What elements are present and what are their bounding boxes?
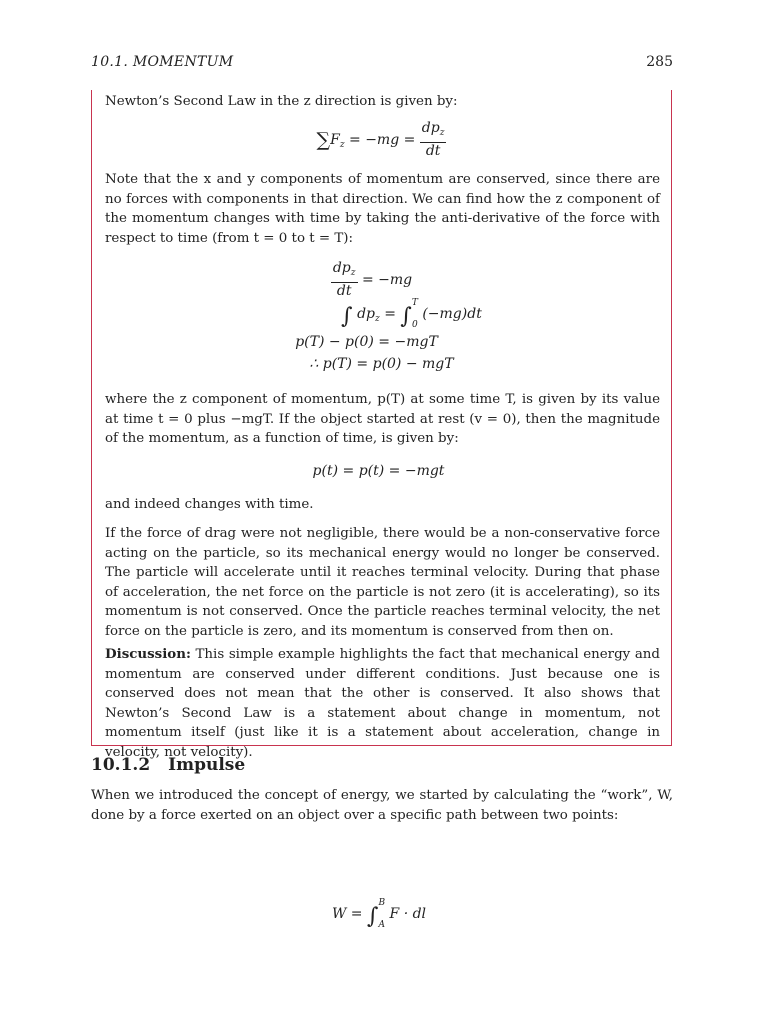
equation-momentum-time: p(t) = p(t) = −mgt [312, 463, 445, 479]
equation-line-3: p(T) − p(0) = −mgT [295, 334, 438, 350]
paragraph-drag: If the force of drag were not negligible, there would be a non-conservative force acting on the particle, so its mechanical energy would no longer be conserved. The particle will accelerate until it reaches terminal velocity. During that phase of acceleration, the net force on the particle is not zero (it is accelerating), so its momentum is not conserved. Once the particle reaches terminal velocity, the net force on the particle is zero, and its momentum is conserved from then on. [105, 526, 660, 639]
discussion-label: Discussion: [105, 646, 191, 662]
paragraph-where: where the z component of momentum, p(T) at some time T, is given by its value at time t = 0 plus −mgT. If the object started at rest (v = 0), then the magnitude of the momentum, as a function of time, is given by: [105, 392, 660, 446]
paragraph-discussion [105, 645, 660, 762]
box-intro: Newton’s Second Law in the z direction is given by: [105, 94, 458, 109]
section-heading [91, 755, 245, 775]
section-number: 10.1.2 [91, 755, 151, 775]
page-number: 285 [646, 54, 673, 70]
equation-line-1: $\frac{dp_z}{dt}$ = −mg [332, 260, 413, 299]
paragraph-components: Note that the x and y components of momentum are conserved, since there are no forces with components in that direction. We can find how the z component of the momentum changes with time by taking the anti-derivative of the force with respect to time (from t = 0 to t = T): [105, 172, 660, 246]
discussion-text: This simple example highlights the fact that mechanical energy and momentum are conserved under different conditions. Just because one is conserved does not mean that the other is conserved. It also shows that Newton’s Second Law is a statement about change in momentum, not momentum itself (just like it is a statement about acceleration, change in velocity, not velocity). [105, 647, 660, 760]
example-box [91, 90, 672, 760]
section-title: Impulse [168, 755, 246, 775]
equation-line-4: ∴ p(T) = p(0) − mgT [309, 356, 454, 372]
running-header [91, 54, 673, 70]
equation-sum-forces: $\sum F_z = -mg$ = $\frac{dp_z}{dt}$ [316, 120, 445, 159]
paragraph-impulse-intro: When we introduced the concept of energy, we started by calculating the “work”, W, done by a force exerted on an object over a specific path between two points: [91, 788, 673, 823]
equation-line-2: ∫ $dp_z$ = ∫ T 0 (−mg)dt [341, 298, 482, 330]
equation-work: W = ∫ B A F · dl [331, 898, 427, 930]
header-section-title: 10.1. MOMENTUM [91, 54, 234, 70]
paragraph-changes: and indeed changes with time. [105, 497, 314, 512]
